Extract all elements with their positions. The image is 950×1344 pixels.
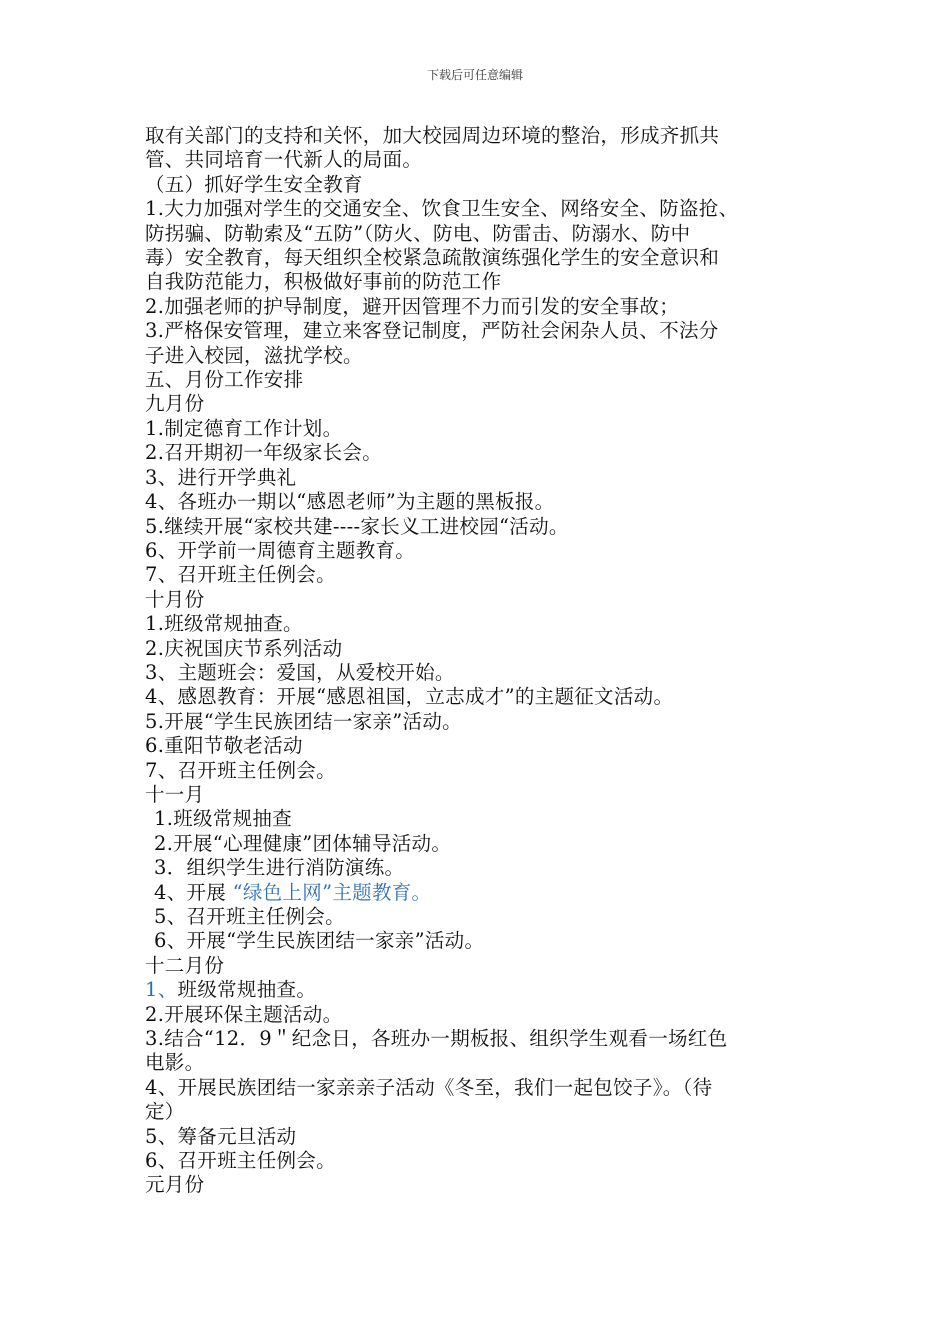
paragraph-line: 防拐骗、防勒索及“五防”（防火、防电、防雷击、防溺水、防中 bbox=[145, 221, 691, 245]
list-item: 定） bbox=[145, 1100, 185, 1124]
paragraph-line: 3.严格保安管理，建立来客登记制度，严防社会闲杂人员、不法分 bbox=[145, 319, 719, 343]
month-heading: 元月份 bbox=[145, 1173, 205, 1197]
list-item: 1.班级常规抽查 bbox=[154, 807, 293, 831]
month-heading: 十一月 bbox=[145, 782, 205, 806]
list-item: 6、开学前一周德育主题教育。 bbox=[145, 538, 416, 562]
page-header-note: 下载后可任意编辑 bbox=[426, 68, 523, 82]
section-heading: （五）抓好学生安全教育 bbox=[145, 172, 363, 196]
list-item: 2.庆祝国庆节系列活动 bbox=[145, 636, 343, 660]
list-item: 1.班级常规抽查。 bbox=[145, 612, 303, 636]
list-item-highlight: “绿色上网”主题教育。 bbox=[232, 880, 432, 904]
list-item: 3.结合“12．9＂纪念日，各班办一期板报、组织学生观看一场红色 bbox=[145, 1027, 728, 1051]
paragraph-line: 管、共同培育一代新人的局面。 bbox=[145, 148, 423, 172]
list-item: 2.开展环保主题活动。 bbox=[145, 1002, 343, 1026]
list-item: 7、召开班主任例会。 bbox=[145, 563, 336, 587]
paragraph-line: 自我防范能力，积极做好事前的防范工作 bbox=[145, 270, 502, 294]
list-item: 5.继续开展“家校共建----家长义工进校园“活动。 bbox=[145, 514, 569, 538]
list-item: 5、筹备元旦活动 bbox=[145, 1124, 297, 1148]
list-item: 1.制定德育工作计划。 bbox=[145, 416, 343, 440]
list-item-number: 1、 bbox=[145, 978, 178, 1002]
list-item: 4、各班办一期以“感恩老师”为主题的黑板报。 bbox=[145, 490, 555, 514]
list-item: 7、召开班主任例会。 bbox=[145, 758, 336, 782]
paragraph-line: 子进入校园，滋扰学校。 bbox=[145, 343, 363, 367]
list-item: 6、开展“学生民族团结一家亲”活动。 bbox=[154, 929, 485, 953]
list-item: 4、开展民族团结一家亲亲子活动《冬至，我们一起包饺子》。（待 bbox=[145, 1075, 713, 1099]
list-item: 2.召开期初一年级家长会。 bbox=[145, 441, 383, 465]
list-item: 电影。 bbox=[145, 1051, 205, 1075]
list-item-text: 班级常规抽查。 bbox=[177, 978, 317, 1002]
list-item: 5、召开班主任例会。 bbox=[154, 905, 345, 928]
month-heading: 十月份 bbox=[145, 587, 205, 611]
month-heading: 九月份 bbox=[145, 392, 205, 416]
section-heading: 五、月份工作安排 bbox=[145, 368, 304, 392]
paragraph-line: 取有关部门的支持和关怀，加大校园周边环境的整治，形成齐抓共 bbox=[145, 124, 720, 147]
list-item bbox=[145, 881, 825, 905]
list-item: 3、主题班会：爱国，从爱校开始。 bbox=[145, 660, 455, 684]
list-item bbox=[145, 978, 825, 1002]
document-body bbox=[145, 124, 825, 1198]
list-item: 3、进行开学典礼 bbox=[145, 465, 297, 489]
list-item: 3．组织学生进行消防演练。 bbox=[154, 856, 405, 880]
list-item: 2.开展“心理健康”团体辅导活动。 bbox=[154, 831, 452, 855]
list-item: 6.重阳节敬老活动 bbox=[145, 734, 303, 758]
paragraph-line: 毒）安全教育，每天组织全校紧急疏散演练强化学生的安全意识和 bbox=[145, 246, 720, 270]
paragraph-line: 1.大力加强对学生的交通安全、饮食卫生安全、网络安全、防盗抢、 bbox=[145, 197, 739, 221]
month-heading: 十二月份 bbox=[145, 953, 225, 977]
paragraph-line: 2.加强老师的护导制度，避开因管理不力而引发的安全事故； bbox=[145, 294, 680, 318]
list-item: 5.开展“学生民族团结一家亲”活动。 bbox=[145, 709, 462, 733]
list-item: 6、召开班主任例会。 bbox=[145, 1149, 336, 1173]
list-item-text: 4、开展 bbox=[154, 880, 233, 904]
list-item: 4、感恩教育：开展“感恩祖国，立志成才”的主题征文活动。 bbox=[145, 685, 674, 709]
